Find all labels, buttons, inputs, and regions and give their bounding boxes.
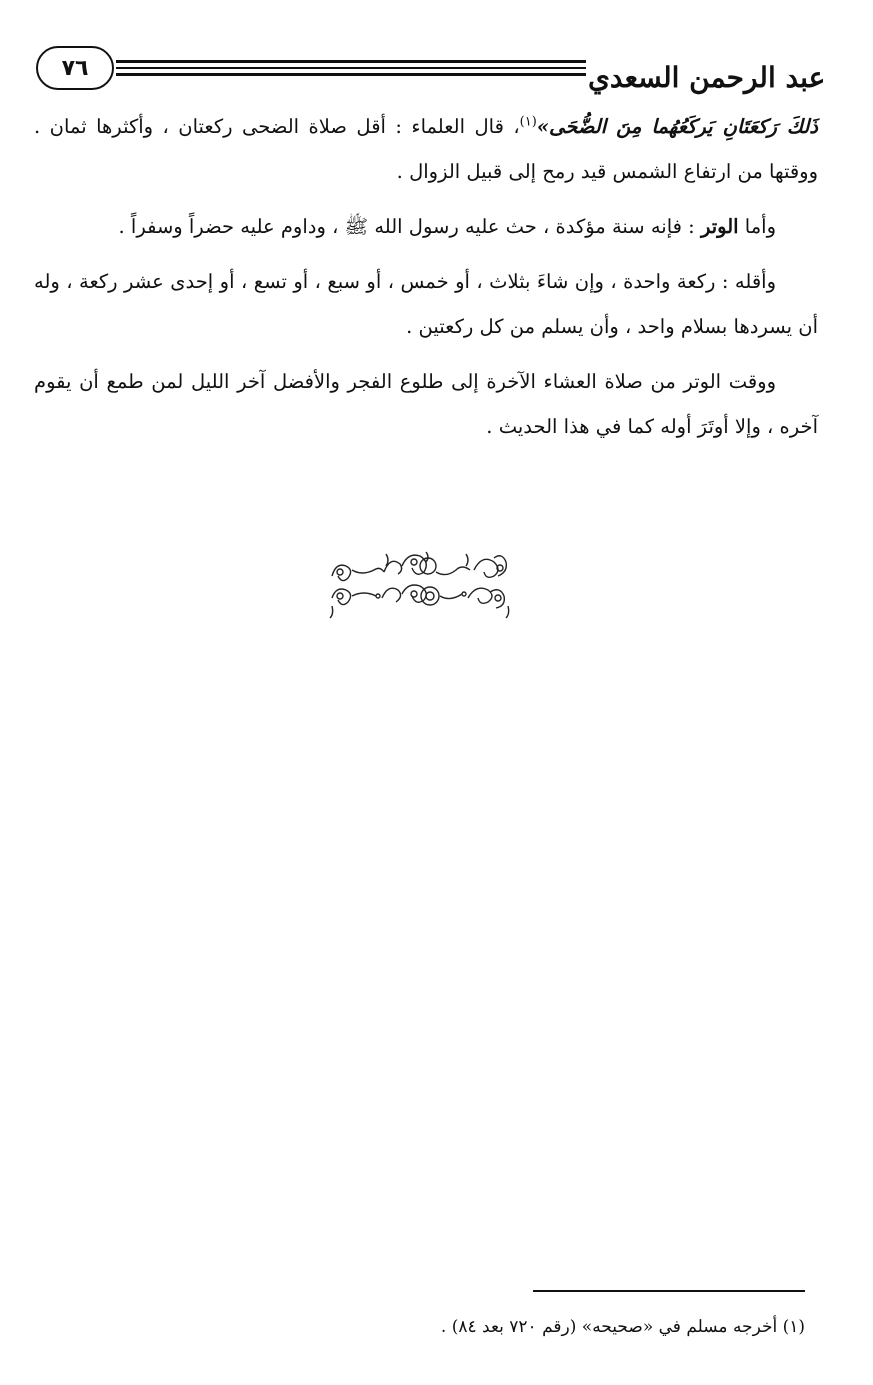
main-text xyxy=(34,104,818,459)
paragraph-text: : فإنه سنة مؤكدة ، حث عليه رسول الله ﷺ ، وداوم عليه حضراً وسفراً . xyxy=(118,215,701,238)
quran-quote: ذَلكَ رَكعَتَانِ يَركَعُهُما مِنَ الضُّحَى» xyxy=(536,115,818,138)
page-header xyxy=(34,44,826,96)
author-logo: عبد الرحمن السعدي xyxy=(588,61,826,94)
page-number: ٧٦ xyxy=(36,46,114,90)
paragraph-duha xyxy=(34,104,818,194)
paragraph-witr xyxy=(34,204,818,249)
paragraph-minimum: وأقله : ركعة واحدة ، وإن شاءَ بثلاث ، أو خمس ، أو سبع ، أو تسع ، أو إحدى عشر ركعة ، وله أن يسردها بسلام واحد ، وأن يسلم من كل ركعتين . xyxy=(34,270,818,338)
paragraph-lead: وأما xyxy=(738,215,776,238)
paragraph-time: ووقت الوتر من صلاة العشاء الآخرة إلى طلوع الفجر والأفضل آخر الليل لمن طمع أن يقوم آخره ، وإلا أوتَرَ أوله كما في هذا الحديث . xyxy=(34,370,818,438)
term-witr: الوتر xyxy=(700,215,739,238)
ornament-divider xyxy=(326,548,514,620)
footnote: (١) أخرجه مسلم في «صحيحه» (رقم ٧٢٠ بعد ٨٤) . xyxy=(440,1317,805,1337)
paragraph-text: ، قال العلماء : أقل صلاة الضحى ركعتان ، وأكثرها ثمان . ووقتها من ارتفاع الشمس قيد رمح إلى قبيل الزوال . xyxy=(34,115,818,183)
footnote-ref: (١) xyxy=(519,114,537,130)
header-rule xyxy=(116,60,586,78)
footnote-rule xyxy=(533,1290,805,1292)
